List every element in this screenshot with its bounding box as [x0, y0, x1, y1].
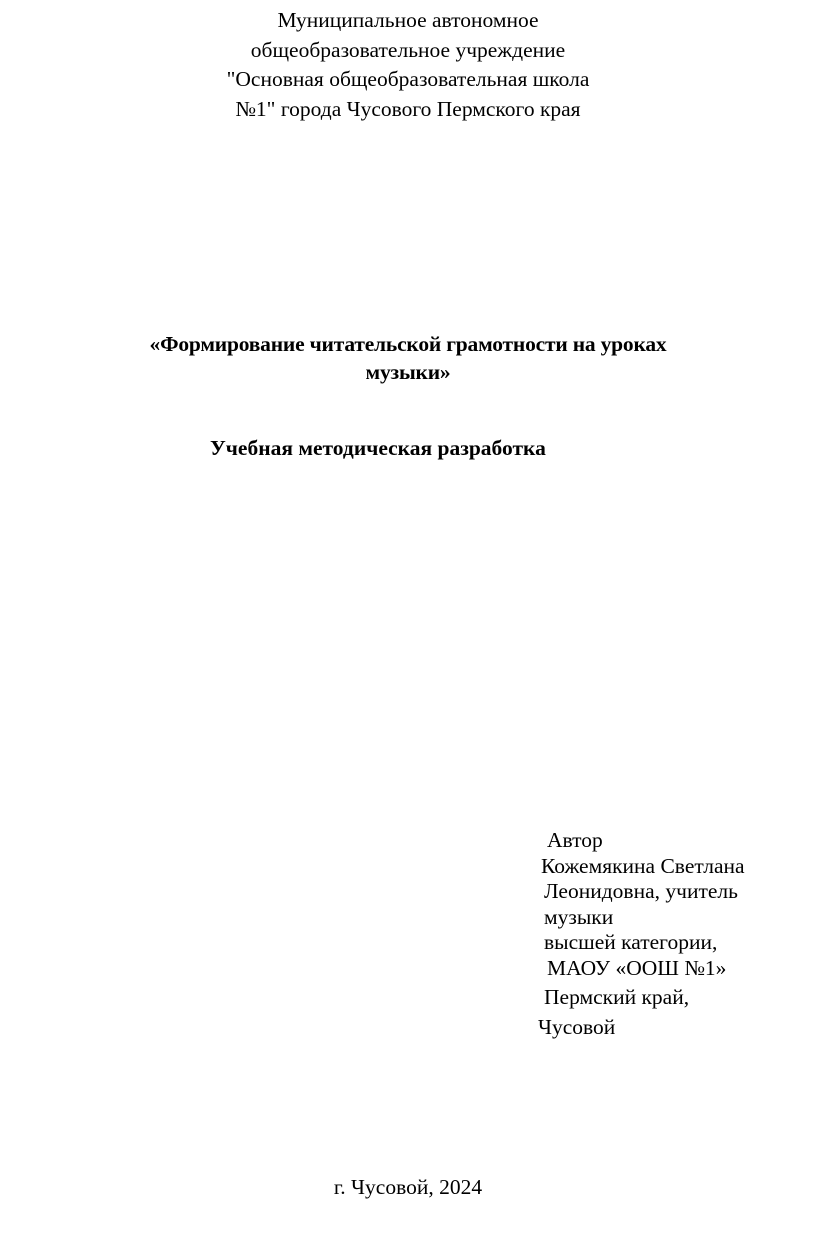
- author-line-7: Пермский край,: [544, 985, 690, 1009]
- institution-header: [0, 6, 816, 124]
- author-line-5: высшей категории,: [544, 930, 718, 954]
- header-line-2: общеобразовательное учреждение: [250, 37, 566, 62]
- document-subtitle: Учебная методическая разработка: [210, 436, 546, 460]
- author-line-6: МАОУ «ООШ №1»: [547, 955, 727, 980]
- title-line-2: музыки»: [365, 360, 451, 384]
- title-line-1: «Формирование читательской грамотности на уроках: [149, 332, 667, 356]
- author-block: [538, 828, 745, 1040]
- document-title: [0, 330, 816, 386]
- author-line-4: музыки: [544, 904, 614, 929]
- header-line-1: Муниципальное автономное: [277, 8, 539, 32]
- header-line-4: №1" города Чусового Пермского края: [235, 96, 581, 121]
- header-line-3: "Основная общеобразовательная школа: [226, 67, 590, 91]
- author-line-8: Чусовой: [538, 1014, 616, 1039]
- author-line-1: Автор: [547, 828, 603, 852]
- place-and-year: [0, 1173, 816, 1201]
- author-line-3: Леонидовна, учитель: [544, 879, 738, 903]
- footer-text: г. Чусовой, 2024: [333, 1175, 483, 1199]
- author-line-2: Кожемякина Светлана: [541, 853, 745, 878]
